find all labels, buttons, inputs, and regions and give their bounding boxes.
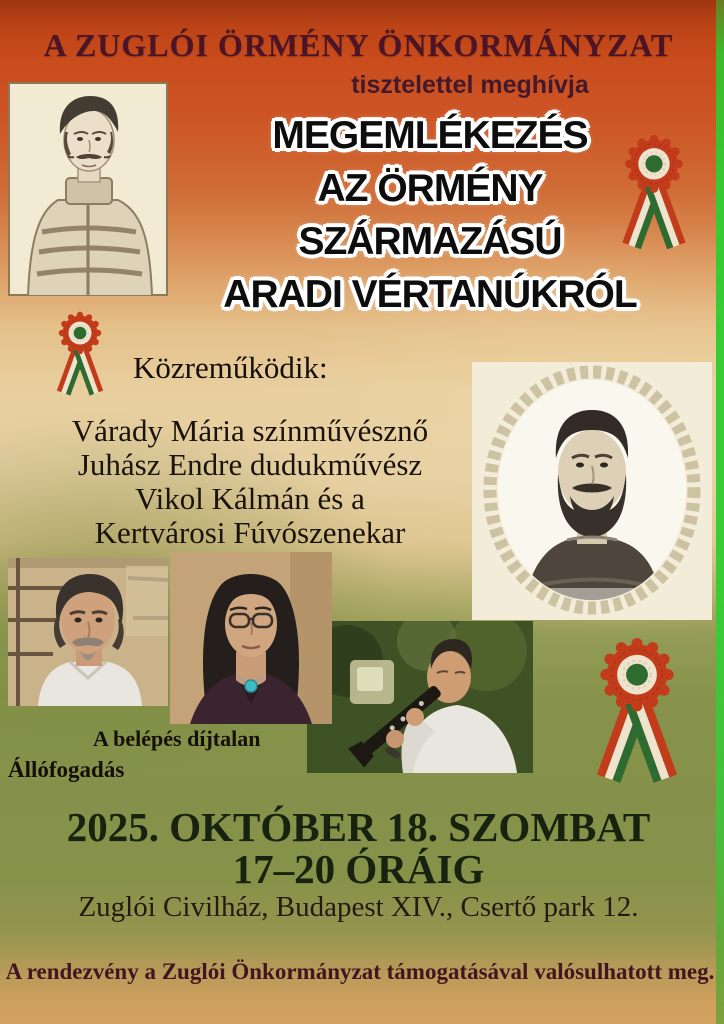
main-title-line3: SZÁRMAZÁSÚ <box>298 220 562 263</box>
contributors-names <box>0 414 500 550</box>
organization-title: A ZUGLÓI ÖRMÉNY ÖNKORMÁNYZAT <box>43 27 674 63</box>
reception-note: Állófogadás <box>8 757 125 782</box>
hussar-portrait-engraving <box>8 82 168 296</box>
main-title-line2: AZ ÖRMÉNY <box>317 167 543 210</box>
support-note: A rendezvény a Zuglói Önkormányzat támogatásával valósulhatott meg. <box>5 959 715 984</box>
main-title-line4: ARADI VÉRTANÚKRÓL <box>223 273 637 316</box>
event-time: 17–20 ÓRÁIG <box>232 846 485 892</box>
portrait-hussar-officer <box>8 82 168 296</box>
event-venue: Zuglói Civilház, Budapest XIV., Csertő park 12. <box>78 891 639 923</box>
cockade-icon <box>585 628 689 794</box>
cockade-icon <box>50 306 110 402</box>
right-edge-green-strip <box>716 0 724 1024</box>
photo-clarinet-player <box>307 621 533 773</box>
contributor-name: Juhász Endre dudukművész <box>77 447 423 482</box>
bearded-portrait-engraving <box>472 362 712 620</box>
contributor-name: Várady Mária színművésznő <box>71 413 429 448</box>
invitation-line: tisztelettel meghívja <box>351 71 589 99</box>
portrait-bearded-martyr <box>472 362 712 620</box>
free-entry-note: A belépés díjtalan <box>93 726 261 751</box>
photo-mustached-man <box>8 558 168 706</box>
contributor-name: Vikol Kálmán és a <box>135 481 365 516</box>
photo-woman-glasses <box>170 552 332 724</box>
cockade-icon <box>613 127 695 258</box>
contributor-name: Kertvárosi Fúvószenekar <box>94 515 406 550</box>
contributors-heading: Közreműködik: <box>133 350 328 385</box>
event-date: 2025. OKTÓBER 18. SZOMBAT <box>66 804 651 850</box>
main-title-line1: MEGEMLÉKEZÉS <box>272 114 588 157</box>
